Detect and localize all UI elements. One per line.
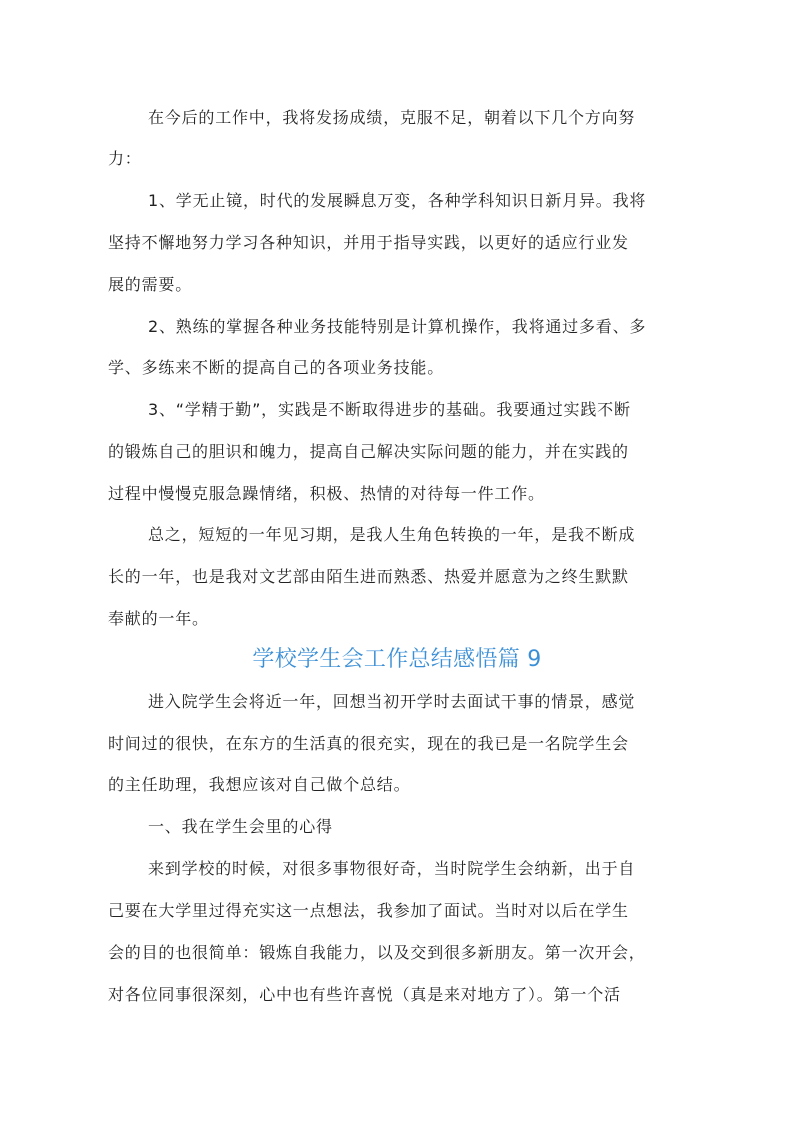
item-2-line-1: 2、熟练的掌握各种业务技能特别是计算机操作，我将通过多看、多 — [148, 317, 647, 336]
item-1-line-2: 坚持不懈地努力学习各种知识，并用于指导实践，以更好的适应行业发 — [108, 233, 629, 252]
experience-line-4: 对各位同事很深刻，心中也有些许喜悦（真是来对地方了）。第一个活 — [108, 985, 621, 1004]
intro-line-2: 时间过的很快，在东方的生活真的很充实，现在的我已是一名院学生会 — [108, 734, 629, 753]
experience-line-3: 会的目的也很简单：锻炼自我能力，以及交到很多新朋友。第一次开会， — [108, 943, 646, 962]
item-3-line-1: 3、“学精于勤”，实践是不断取得进步的基础。我要通过实践不断 — [148, 400, 631, 419]
item-1-line-3: 展的需要。 — [108, 275, 193, 294]
conclusion-line-1: 总之，短短的一年见习期，是我人生角色转换的一年，是我不断成 — [148, 525, 636, 544]
item-1-line-1: 1、学无止镜，时代的发展瞬息万变，各种学科知识日新月异。我将 — [148, 191, 647, 210]
section-heading: 学校学生会工作总结感悟篇 9 — [252, 647, 542, 672]
intro-line-3: 的主任助理，我想应该对自己做个总结。 — [108, 775, 411, 794]
conclusion-line-2: 长的一年，也是我对文艺部由陌生进而熟悉、热爱并愿意为之终生默默 — [108, 567, 629, 586]
conclusion-line-3: 奉献的一年。 — [108, 609, 209, 628]
subheading: 一、我在学生会里的心得 — [148, 817, 333, 836]
experience-line-2: 己要在大学里过得充实这一点想法，我参加了面试。当时对以后在学生 — [108, 901, 629, 920]
experience-line-1: 来到学校的时候，对很多事物很好奇，当时院学生会纳新，出于自 — [148, 859, 636, 878]
paragraph-1-line-2: 力： — [108, 149, 142, 168]
intro-line-1: 进入院学生会将近一年，回想当初开学时去面试干事的情景，感觉 — [148, 692, 636, 711]
item-3-line-2: 的锻炼自己的胆识和魄力，提高自己解决实际问题的能力，并在实践的 — [108, 442, 629, 461]
item-3-line-3: 过程中慢慢克服急躁情绪，积极、热情的对待每一件工作。 — [108, 484, 545, 503]
item-2-line-2: 学、多练来不断的提高自己的各项业务技能。 — [108, 358, 445, 377]
paragraph-1-line-1: 在今后的工作中，我将发扬成绩，克服不足，朝着以下几个方向努 — [148, 108, 636, 127]
